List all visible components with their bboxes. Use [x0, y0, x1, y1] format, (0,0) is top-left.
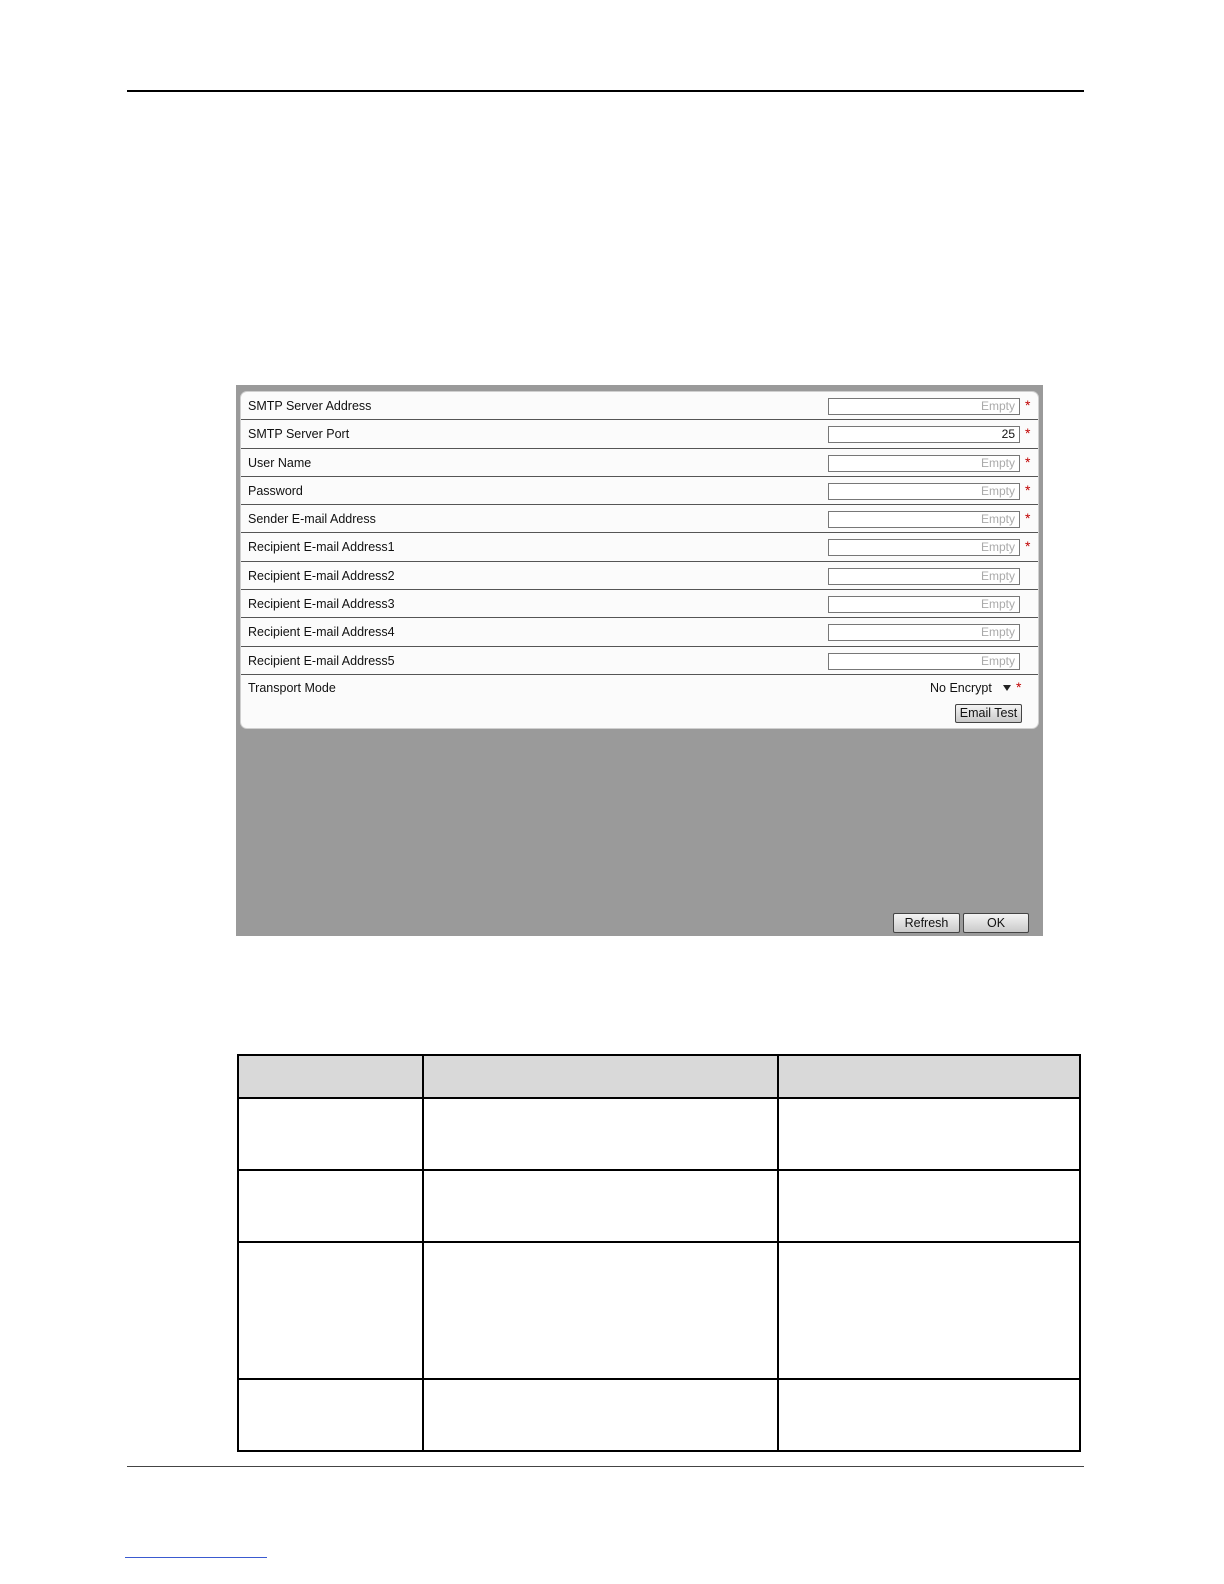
header-rule [127, 90, 1084, 92]
ok-button[interactable]: OK [963, 913, 1029, 933]
required-marker: * [1025, 481, 1031, 498]
field-label: Transport Mode [248, 680, 336, 695]
field-label: Sender E-mail Address [248, 512, 376, 527]
row-smtp-server-port [241, 420, 1038, 448]
table-cell [238, 1098, 423, 1170]
footer-link-underline [125, 1557, 267, 1558]
required-marker: * [1025, 425, 1031, 442]
recipient-email-5-input[interactable]: Empty [828, 653, 1020, 670]
password-input[interactable]: Empty [828, 483, 1020, 500]
user-name-input[interactable]: Empty [828, 455, 1020, 472]
required-marker: * [1016, 678, 1022, 695]
field-label: Recipient E-mail Address4 [248, 625, 395, 640]
table-cell [238, 1379, 423, 1451]
table-header-cell [238, 1055, 423, 1098]
footer-rule [127, 1466, 1084, 1467]
table-cell [423, 1379, 778, 1451]
table-cell [423, 1242, 778, 1379]
recipient-email-3-input[interactable]: Empty [828, 596, 1020, 613]
table-header-cell [423, 1055, 778, 1098]
parameter-table [237, 1054, 1081, 1452]
refresh-button[interactable]: Refresh [893, 913, 960, 933]
table-cell [423, 1170, 778, 1242]
required-marker: * [1025, 453, 1031, 470]
row-user-name [241, 449, 1038, 477]
field-label: SMTP Server Port [248, 427, 350, 442]
field-label: Recipient E-mail Address2 [248, 568, 395, 583]
table-header-cell [778, 1055, 1080, 1098]
table-cell [778, 1098, 1080, 1170]
field-label: Recipient E-mail Address5 [248, 653, 395, 668]
row-transport-mode [241, 675, 1038, 733]
row-recipient-email-2 [241, 562, 1038, 590]
table-row [238, 1098, 1080, 1170]
table-cell [778, 1170, 1080, 1242]
required-marker: * [1025, 510, 1031, 527]
table-row [238, 1242, 1080, 1379]
smtp-server-address-input[interactable]: Empty [828, 398, 1020, 415]
field-label: Recipient E-mail Address1 [248, 540, 395, 555]
row-recipient-email-4 [241, 618, 1038, 646]
email-settings-screenshot [236, 385, 1043, 936]
table-header-row [238, 1055, 1080, 1098]
table-cell [238, 1170, 423, 1242]
table-cell [238, 1242, 423, 1379]
field-label: Recipient E-mail Address3 [248, 597, 395, 612]
row-recipient-email-3 [241, 590, 1038, 618]
table-cell [778, 1379, 1080, 1451]
chevron-down-icon[interactable] [1003, 685, 1011, 691]
row-recipient-email-1 [241, 533, 1038, 561]
recipient-email-4-input[interactable]: Empty [828, 624, 1020, 641]
row-sender-email [241, 505, 1038, 533]
field-label: SMTP Server Address [248, 399, 372, 413]
table-cell [778, 1242, 1080, 1379]
table-cell [423, 1098, 778, 1170]
recipient-email-1-input[interactable]: Empty [828, 539, 1020, 556]
table-row [238, 1170, 1080, 1242]
smtp-server-port-input[interactable]: 25 [828, 426, 1020, 443]
field-label: User Name [248, 455, 312, 470]
transport-mode-select[interactable]: No Encrypt [930, 680, 992, 695]
sender-email-input[interactable]: Empty [828, 511, 1020, 528]
row-password [241, 477, 1038, 505]
required-marker: * [1025, 538, 1031, 555]
table-row [238, 1379, 1080, 1451]
email-settings-panel [240, 391, 1039, 729]
field-label: Password [248, 483, 303, 498]
row-recipient-email-5 [241, 647, 1038, 675]
required-marker: * [1025, 397, 1031, 413]
email-test-button[interactable]: Email Test [955, 704, 1022, 723]
recipient-email-2-input[interactable]: Empty [828, 568, 1020, 585]
row-smtp-server-address [241, 392, 1038, 420]
